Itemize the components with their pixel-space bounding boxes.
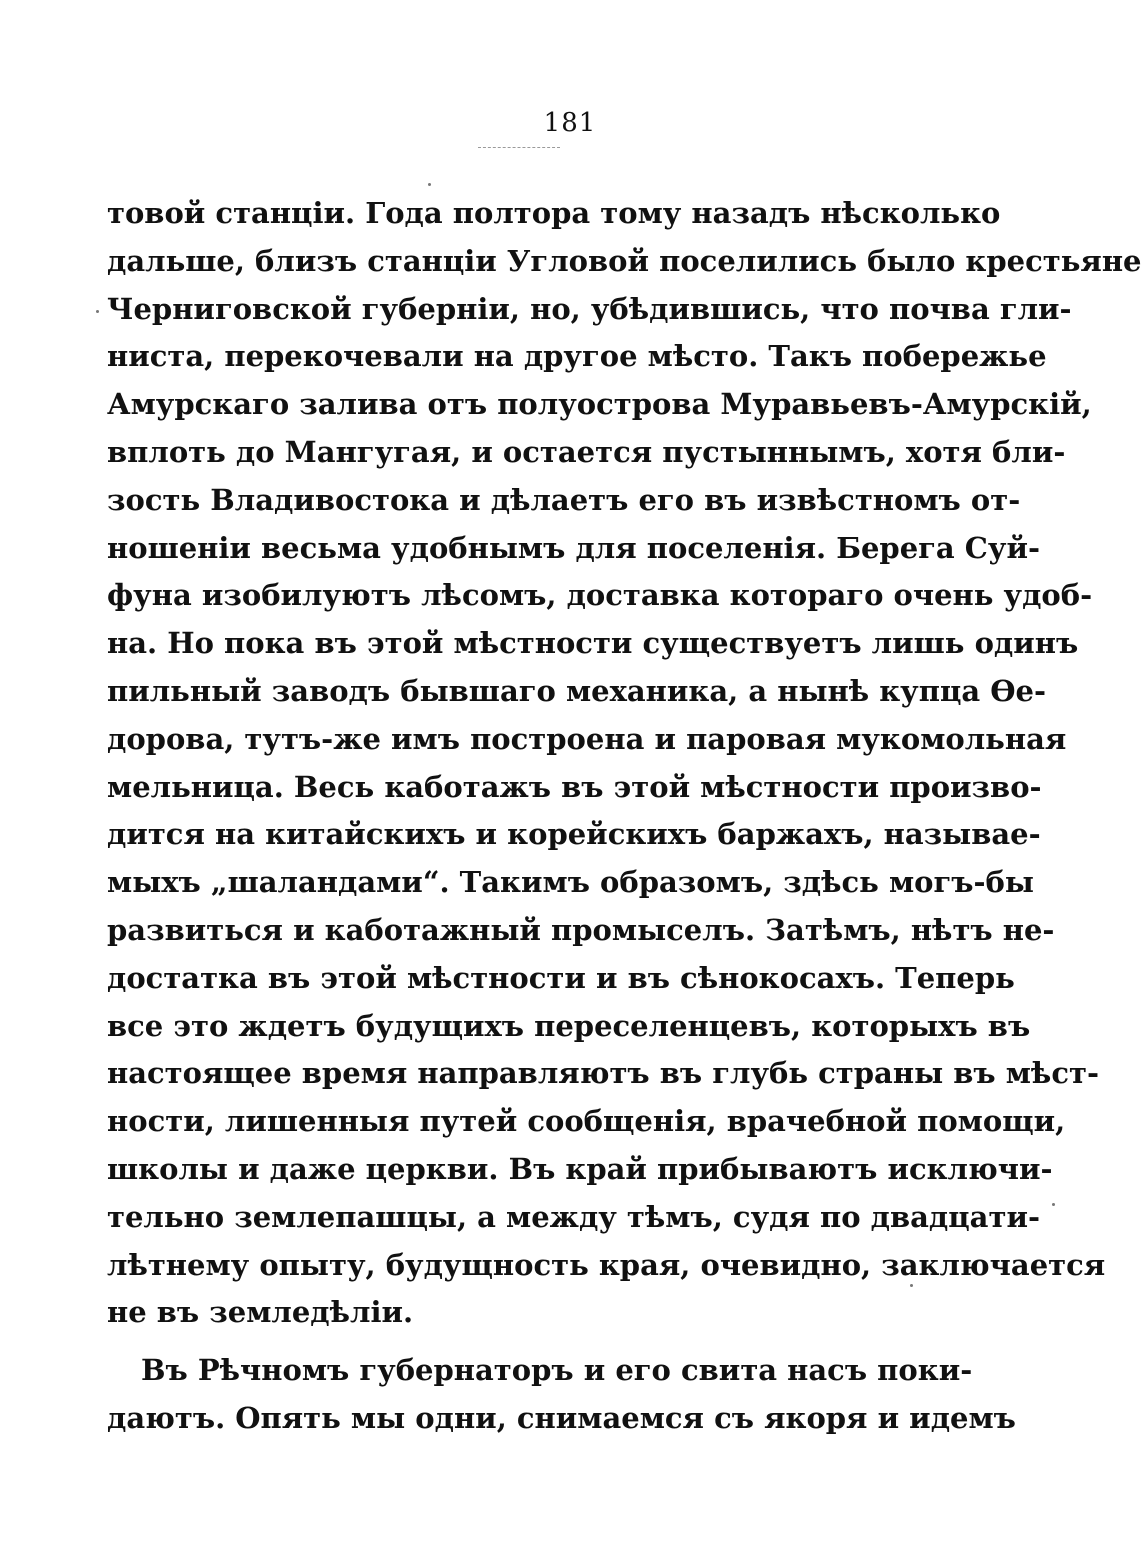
text-line: достатка въ этой мѣстности и въ сѣнокосахъ. Теперь xyxy=(107,960,1015,995)
text-line: все это ждетъ будущихъ переселенцевъ, которыхъ въ xyxy=(107,1008,1031,1043)
text-line: вплоть до Мангугая, и остается пустыннымъ, хотя бли- xyxy=(107,434,1066,469)
text-line: Въ Рѣчномъ губернаторъ и его свита насъ поки- xyxy=(141,1353,973,1388)
text-line: ности, лишенныя путей сообщенія, врачебной помощи, xyxy=(107,1104,1066,1139)
text-line: фуна изобилуютъ лѣсомъ, доставка котораго очень удоб- xyxy=(107,578,1093,613)
text-line: лѣтнему опыту, будущность края, очевидно, заключается xyxy=(107,1247,1106,1282)
text-line: даютъ. Опять мы одни, снимаемся съ якоря и идемъ xyxy=(107,1400,1016,1435)
scan-speck xyxy=(1052,1203,1055,1206)
text-line: настоящее время направляютъ въ глубь страны въ мѣст- xyxy=(107,1056,1099,1091)
text-line: дальше, близъ станціи Угловой поселились было крестьяне xyxy=(107,243,1142,278)
body-text xyxy=(107,190,1142,1443)
paragraph-2 xyxy=(107,1347,1016,1443)
scan-speck xyxy=(910,1284,913,1287)
page-number: 181 xyxy=(543,108,597,138)
scan-speck xyxy=(96,310,99,313)
text-line: ношеніи весьма удобнымъ для поселенія. Берега Суй- xyxy=(107,530,1040,565)
text-line: на. Но пока въ этой мѣстности существуетъ лишь одинъ xyxy=(107,626,1079,661)
text-line: мыхъ „шаландами“. Такимъ образомъ, здѣсь могъ-бы xyxy=(107,865,1034,900)
text-line: ниста, перекочевали на другое мѣсто. Такъ побережье xyxy=(107,339,1047,374)
text-line: дорова, тутъ-же имъ построена и паровая мукомольная xyxy=(107,721,1067,756)
text-line: пильный заводъ бывшаго механика, а нынѣ купца Ѳе- xyxy=(107,673,1047,708)
text-line: мельница. Весь каботажъ въ этой мѣстности произво- xyxy=(107,769,1042,804)
text-line: школы и даже церкви. Въ край прибываютъ исключи- xyxy=(107,1151,1053,1186)
text-line: Амурскаго залива отъ полуострова Муравьевъ-Амурскій, xyxy=(107,387,1092,422)
text-line: не въ земледѣліи. xyxy=(107,1295,414,1330)
text-line: зость Владивостока и дѣлаетъ его въ извѣстномъ от- xyxy=(107,482,1021,517)
paragraph-gap xyxy=(107,1337,927,1347)
text-line: тельно землепашцы, а между тѣмъ, судя по двадцати- xyxy=(107,1199,1040,1234)
text-line: Черниговской губерніи, но, убѣдившись, что почва гли- xyxy=(107,291,1072,326)
scan-speck xyxy=(428,183,431,186)
text-line: дится на китайскихъ и корейскихъ баржахъ, называе- xyxy=(107,817,1041,852)
text-line: товой станціи. Года полтора тому назадъ нѣсколько xyxy=(107,196,1001,230)
text-line: развиться и каботажный промыселъ. Затѣмъ, нѣтъ не- xyxy=(107,912,1055,947)
paragraph-1 xyxy=(107,190,1142,1337)
page-number-rule xyxy=(478,147,560,148)
